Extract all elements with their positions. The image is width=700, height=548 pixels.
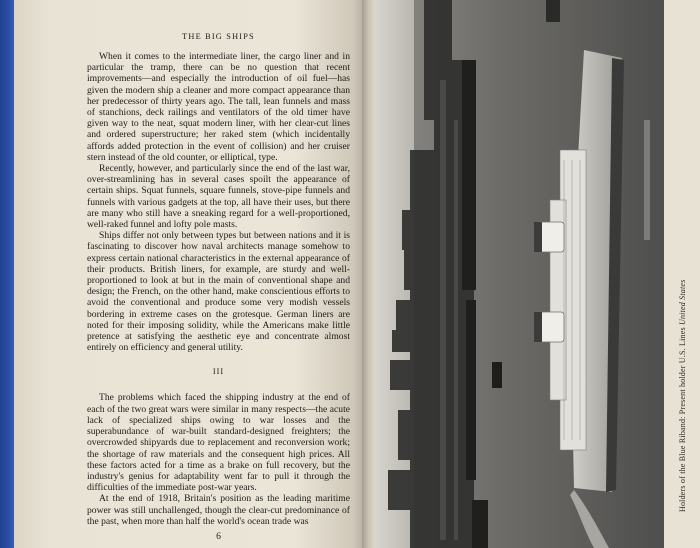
liner-photograph (374, 0, 664, 548)
paragraph: Recently, however, and particularly since the end of the last war, over-streamlining has in several cases spoilt the appearance of certain ships. Squat funnels, square funnels, stove-pipe funnels and funnels with various gadgets at the top, all have their uses, but there are many who still have a sneaking regard for a well-proportioned, well-raked funnel and lofty pole masts. (87, 163, 350, 231)
book-cover-edge (0, 0, 14, 548)
page-number: 6 (216, 530, 221, 542)
section-number: III (212, 367, 225, 377)
paragraph: Ships differ not only between types but between nations and it is fascinating to discover how naval architects manage somehow to express certain national characteristics in the external appearance of their products. British liners, for example, are sturdy and well-proportioned to look at but in the main of conventional shape and design; the French, on the other hand, make conscientious efforts to avoid the conventional and produce some very modish vessels bordering in extreme cases on the grotesque. German liners are noted for their imposing solidity, while the Americans make little pretence at satisfying the aesthetic eye and concentrate almost entirely on efficiency and general utility. (87, 230, 350, 354)
photo-caption (667, 92, 687, 512)
caption-ship-name: United States (678, 279, 687, 325)
paragraph: At the end of 1918, Britain's position as the leading maritime power was still unchallenged, though the clear-cut predominance of the past, when more than half the world's ocean trade was (87, 493, 350, 527)
book-gutter (362, 0, 374, 548)
right-page (374, 0, 700, 548)
left-page (14, 0, 364, 548)
paragraph: The problems which faced the shipping industry at the end of each of the two great wars were similar in many respects—the acute lack of specialized ships owing to war losses and the superabundance of war-built standard-designed freighters; the overcrowded shipyards due to replacement and reconversion work; the shortage of raw materials and the consequent high prices. All these factors acted for a time as a brake on full recovery, but the industry's genius for adaptability went far to pull it through the difficulties of the immediate post-war years. (87, 392, 350, 494)
paragraph: When it comes to the intermediate liner, the cargo liner and in particular the tramp, there can be no question that recent improvements—and especially the introduction of oil fuel—has given the modern ship a cleaner and more compact appearance than her predecessor of thirty years ago. The tall, lean funnels and mass of stanchions, deck railings and ventilators of the old timer have given way to the neat, squat modern liner, with her clear-cut lines and ordered superstructure; her raked stem (which incidentally affords added protection in the event of collision) and her cruiser stern instead of the old counter, or elliptical, type. (87, 51, 350, 163)
caption-text: Holders of the Blue Riband: Present holder U.S. Lines (678, 325, 687, 512)
running-head: THE BIG SHIPS (182, 32, 255, 41)
